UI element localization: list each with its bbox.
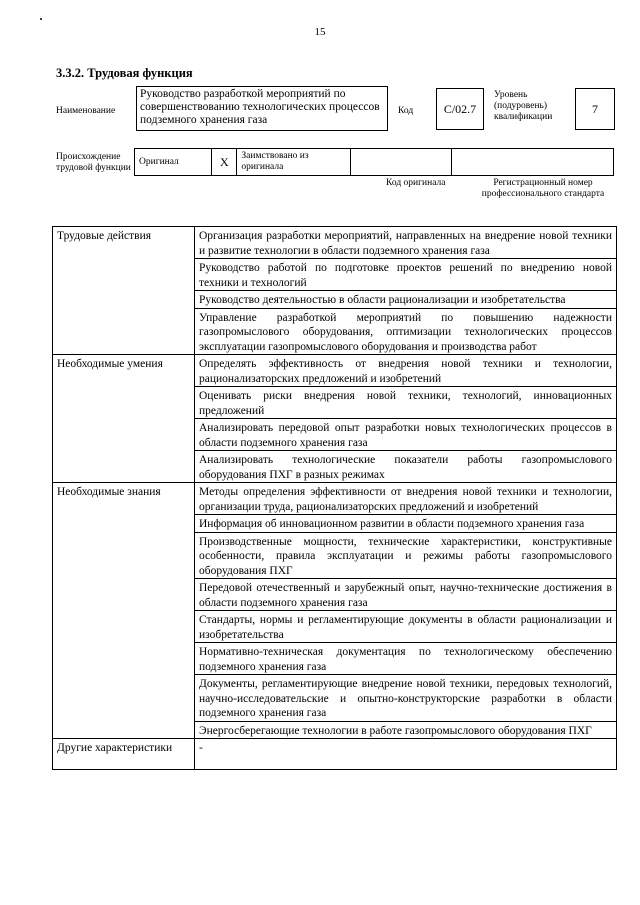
- category-cell: Необходимые умения: [53, 355, 195, 483]
- page-number: 15: [314, 26, 326, 38]
- table-row: [53, 483, 617, 515]
- category-cell: Другие характеристики: [53, 739, 195, 770]
- item-cell: Документы, регламентирующие внедрение новой техники, передовых технологий, научно-исследовательские и опытно-конструкторские разработки в области подземного хранения газа: [195, 675, 617, 722]
- item-cell: Руководство деятельностью в области рационализации и изобретательства: [195, 291, 617, 309]
- reg-number-caption: Регистрационный номер профессионального стандарта: [481, 178, 605, 199]
- level-label: Уровень (подуровень) квалификации: [494, 90, 553, 122]
- category-cell: Трудовые действия: [53, 227, 195, 355]
- origin-label: Происхождение трудовой функции: [56, 152, 131, 173]
- origin-table: [134, 148, 614, 176]
- origin-borrowed: Заимствовано из оригинала: [237, 149, 350, 176]
- item-cell: Оценивать риски внедрения новой техники, технологий, инновационных предложений: [195, 387, 617, 419]
- item-cell: Анализировать передовой опыт разработки новых технологических процессов в области подземного хранения газа: [195, 419, 617, 451]
- item-cell: Организация разработки мероприятий, направленных на внедрение новой техники и развитие технологии в области подземного хранения газа: [195, 227, 617, 259]
- table-row: [53, 739, 617, 770]
- code-original-caption: Код оригинала: [386, 178, 446, 188]
- origin-original: Оригинал: [135, 149, 212, 176]
- level-value: 7: [575, 88, 615, 130]
- name-label: Наименование: [56, 106, 116, 116]
- table-row: [53, 227, 617, 259]
- code-label: Код: [398, 106, 414, 116]
- code-value: С/02.7: [436, 88, 484, 130]
- item-cell: Энергосберегающие технологии в работе газопромыслового оборудования ПХГ: [195, 721, 617, 739]
- item-cell: Руководство работой по подготовке проектов решений по внедрению новой техники и технологий: [195, 259, 617, 291]
- item-cell: -: [195, 739, 617, 770]
- origin-code-cell: [350, 149, 451, 176]
- item-cell: Анализировать технологические показатели работы газопромыслового оборудования ПХГ в разных режимах: [195, 451, 617, 483]
- origin-mark: X: [212, 149, 237, 176]
- origin-reg-cell: [452, 149, 614, 176]
- item-cell: Стандарты, нормы и регламентирующие документы в области рационализации и изобретательства: [195, 611, 617, 643]
- item-cell: Управление разработкой мероприятий по повышению надежности газопромыслового оборудования, оптимизации технологических процессов эксплуатации газопромыслового оборудования и производства работ: [195, 308, 617, 355]
- section-title: 3.3.2. Трудовая функция: [56, 66, 193, 80]
- category-cell: Необходимые знания: [53, 483, 195, 739]
- item-cell: Методы определения эффективности от внедрения новой техники и технологии, организации труда, рационализаторских предложений и изобретений: [195, 483, 617, 515]
- table-row: [53, 355, 617, 387]
- scan-mark: [40, 18, 42, 20]
- item-cell: Производственные мощности, технические характеристики, конструктивные особенности, правила эксплуатации и режимы работы газопромыслового оборудования ПХГ: [195, 532, 617, 579]
- item-cell: Передовой отечественный и зарубежный опыт, научно-технические достижения в области подземного хранения газа: [195, 579, 617, 611]
- item-cell: Определять эффективность от внедрения новой техники и технологии, рационализаторских предложений и изобретений: [195, 355, 617, 387]
- item-cell: Нормативно-техническая документация по технологическому обеспечению подземного хранения газа: [195, 643, 617, 675]
- name-value: Руководство разработкой мероприятий по совершенствованию технологических процессов подземного хранения газа: [136, 86, 388, 131]
- item-cell: Информация об инновационном развитии в области подземного хранения газа: [195, 515, 617, 533]
- function-table: [52, 226, 617, 770]
